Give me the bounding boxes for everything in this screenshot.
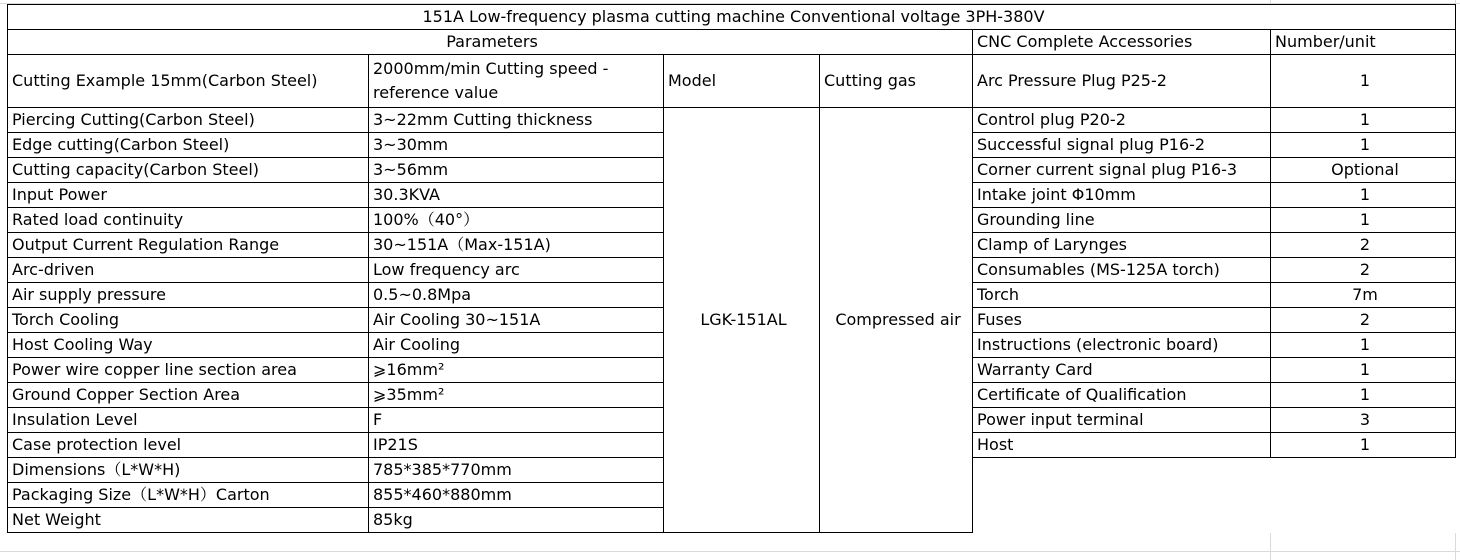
param-label[interactable]: Piercing Cutting(Carbon Steel) bbox=[8, 108, 369, 133]
param-value[interactable]: IP21S bbox=[369, 433, 664, 458]
param-label[interactable]: Rated load continuity bbox=[8, 208, 369, 233]
accessory-qty[interactable]: 1 bbox=[1271, 208, 1456, 233]
accessory-name[interactable]: Host bbox=[973, 433, 1271, 458]
param-value[interactable]: 3~22mm Cutting thickness bbox=[369, 108, 664, 133]
accessory-name[interactable]: Grounding line bbox=[973, 208, 1271, 233]
param-value[interactable]: 3~56mm bbox=[369, 158, 664, 183]
accessory-name[interactable]: Instructions (electronic board) bbox=[973, 333, 1271, 358]
accessory-name[interactable]: Arc Pressure Plug P25-2 bbox=[973, 55, 1271, 108]
cutting-example-value[interactable]: 2000mm/min Cutting speed -reference value bbox=[369, 55, 664, 108]
param-value[interactable]: 785*385*770mm bbox=[369, 458, 664, 483]
first-data-row bbox=[8, 55, 1456, 108]
param-label[interactable]: Input Power bbox=[8, 183, 369, 208]
param-label[interactable]: Power wire copper line section area bbox=[8, 358, 369, 383]
parameters-header[interactable]: Parameters bbox=[8, 30, 973, 55]
accessory-qty[interactable]: Optional bbox=[1271, 158, 1456, 183]
cutting-example-label[interactable]: Cutting Example 15mm(Carbon Steel) bbox=[8, 55, 369, 108]
cutting-gas-header[interactable]: Cutting gas bbox=[820, 55, 973, 108]
param-value[interactable]: F bbox=[369, 408, 664, 433]
param-label[interactable]: Torch Cooling bbox=[8, 308, 369, 333]
accessory-name[interactable]: Power input terminal bbox=[973, 408, 1271, 433]
param-label[interactable]: Air supply pressure bbox=[8, 283, 369, 308]
param-label[interactable]: Net Weight bbox=[8, 508, 369, 533]
accessory-name[interactable]: Warranty Card bbox=[973, 358, 1271, 383]
param-label[interactable]: Insulation Level bbox=[8, 408, 369, 433]
param-value[interactable]: 100%（40°） bbox=[369, 208, 664, 233]
param-value[interactable]: 855*460*880mm bbox=[369, 483, 664, 508]
accessory-name[interactable]: Consumables (MS-125A torch) bbox=[973, 258, 1271, 283]
param-label[interactable]: Output Current Regulation Range bbox=[8, 233, 369, 258]
accessory-qty[interactable]: 1 bbox=[1271, 333, 1456, 358]
param-label[interactable]: Cutting capacity(Carbon Steel) bbox=[8, 158, 369, 183]
accessory-qty[interactable]: 2 bbox=[1271, 233, 1456, 258]
header-row bbox=[8, 30, 1456, 55]
title-row bbox=[8, 5, 1456, 30]
accessory-name[interactable]: Intake joint Φ10mm bbox=[973, 183, 1271, 208]
accessories-empty-area bbox=[973, 458, 1456, 533]
param-value[interactable]: 30.3KVA bbox=[369, 183, 664, 208]
accessory-qty[interactable]: 1 bbox=[1271, 55, 1456, 108]
param-value[interactable]: 0.5~0.8Mpa bbox=[369, 283, 664, 308]
param-label[interactable]: Host Cooling Way bbox=[8, 333, 369, 358]
number-unit-header[interactable]: Number/unit bbox=[1271, 30, 1456, 55]
accessory-qty[interactable]: 1 bbox=[1271, 358, 1456, 383]
accessory-qty[interactable]: 7m bbox=[1271, 283, 1456, 308]
accessory-qty[interactable]: 2 bbox=[1271, 258, 1456, 283]
table-title[interactable]: 151A Low-frequency plasma cutting machine Conventional voltage 3PH-380V bbox=[8, 5, 1456, 30]
accessory-name[interactable]: Successful signal plug P16-2 bbox=[973, 133, 1271, 158]
param-label[interactable]: Ground Copper Section Area bbox=[8, 383, 369, 408]
accessories-header[interactable]: CNC Complete Accessories bbox=[973, 30, 1271, 55]
param-value[interactable]: Low frequency arc bbox=[369, 258, 664, 283]
param-label[interactable]: Dimensions（L*W*H) bbox=[8, 458, 369, 483]
param-value[interactable]: ⩾16mm² bbox=[369, 358, 664, 383]
accessory-qty[interactable]: 3 bbox=[1271, 408, 1456, 433]
accessory-qty[interactable]: 1 bbox=[1271, 133, 1456, 158]
accessory-qty[interactable]: 2 bbox=[1271, 308, 1456, 333]
accessory-qty[interactable]: 1 bbox=[1271, 108, 1456, 133]
accessory-name[interactable]: Certificate of Qualification bbox=[973, 383, 1271, 408]
model-value[interactable]: LGK-151AL bbox=[664, 108, 820, 533]
accessory-name[interactable]: Control plug P20-2 bbox=[973, 108, 1271, 133]
param-label[interactable]: Packaging Size（L*W*H）Carton bbox=[8, 483, 369, 508]
accessory-name[interactable]: Clamp of Larynges bbox=[973, 233, 1271, 258]
param-label[interactable]: Arc-driven bbox=[8, 258, 369, 283]
param-value[interactable]: Air Cooling bbox=[369, 333, 664, 358]
param-label[interactable]: Case protection level bbox=[8, 433, 369, 458]
table-row bbox=[8, 108, 1456, 133]
accessory-name[interactable]: Fuses bbox=[973, 308, 1271, 333]
cutting-gas-value[interactable]: Compressed air bbox=[820, 108, 973, 533]
spec-table bbox=[7, 4, 1456, 533]
param-value[interactable]: ⩾35mm² bbox=[369, 383, 664, 408]
param-value[interactable]: 3~30mm bbox=[369, 133, 664, 158]
param-value[interactable]: Air Cooling 30~151A bbox=[369, 308, 664, 333]
accessory-name[interactable]: Corner current signal plug P16-3 bbox=[973, 158, 1271, 183]
accessory-name[interactable]: Torch bbox=[973, 283, 1271, 308]
accessory-qty[interactable]: 1 bbox=[1271, 383, 1456, 408]
accessory-qty[interactable]: 1 bbox=[1271, 433, 1456, 458]
param-value[interactable]: 30~151A（Max-151A) bbox=[369, 233, 664, 258]
model-header[interactable]: Model bbox=[664, 55, 820, 108]
accessory-qty[interactable]: 1 bbox=[1271, 183, 1456, 208]
param-label[interactable]: Edge cutting(Carbon Steel) bbox=[8, 133, 369, 158]
param-value[interactable]: 85kg bbox=[369, 508, 664, 533]
